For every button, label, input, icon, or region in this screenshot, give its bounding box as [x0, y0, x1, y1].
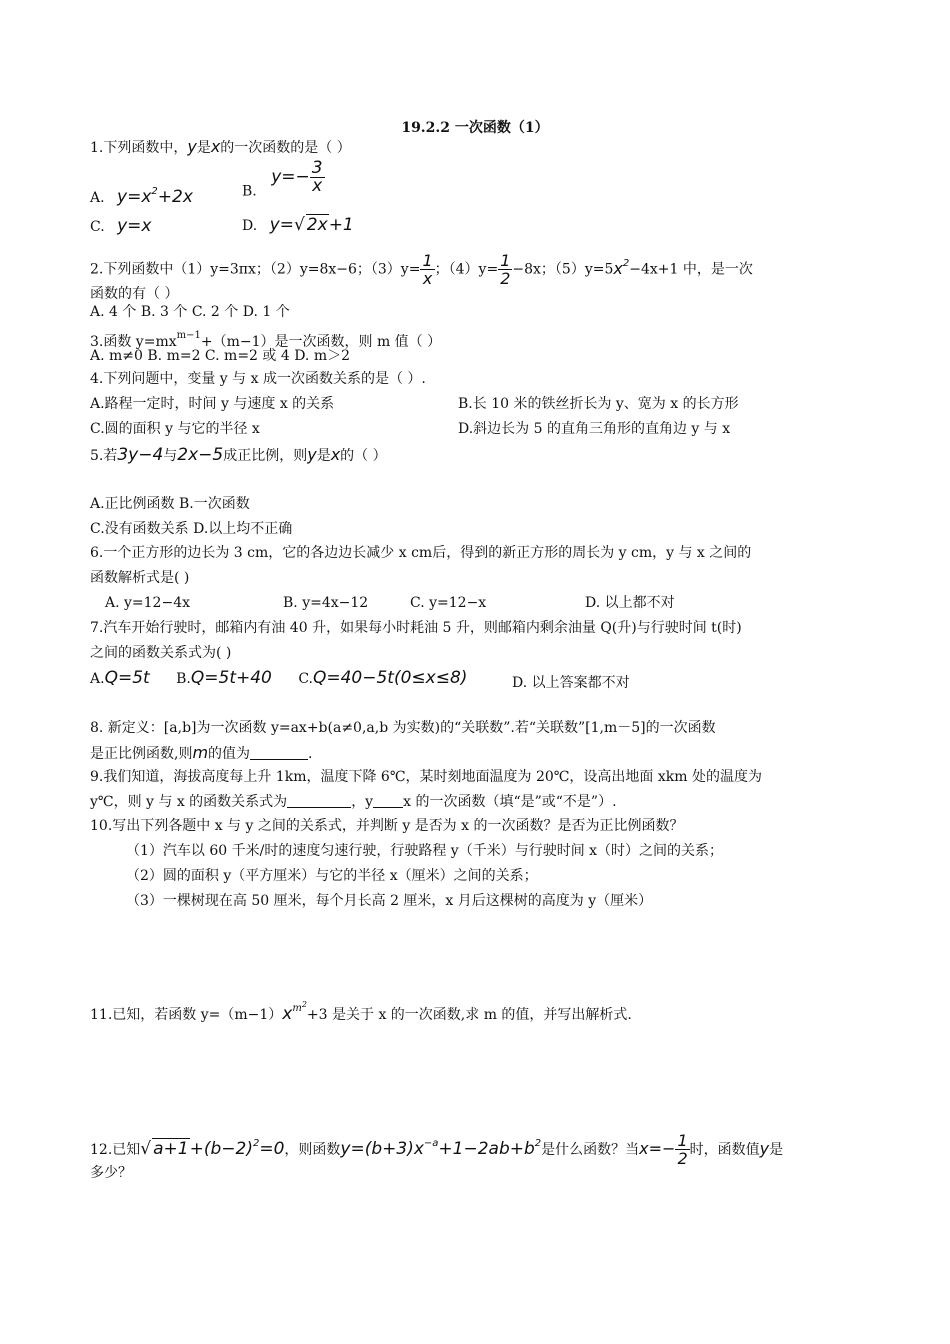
q7-option-b: Q=5t+40	[190, 668, 272, 688]
q9-line1: 9.我们知道，海拔高度每上升 1km，温度下降 6℃，某时刻地面温度为 20℃，设高出地面 xkm 处的温度为	[90, 769, 762, 785]
q1-stem-c: 的一次函数的是（ ）	[220, 140, 351, 156]
q12-stem: 12.已知√ $a+1+(b-2)^2=0$，则函数$y=(b+3)x^{-a}+1-2ab+b^2$是什么函数？当x=− $\frac{1}{2}$ 时，函数值y是	[90, 1131, 784, 1168]
q11-stem: 11.已知，若函数 $y=(m-1)x^{m^2}+3$ 是关于 x 的一次函数,求 m 的值，并写出解析式.	[90, 1000, 632, 1024]
q5-options-2: C.没有函数关系 D.以上均不正确	[90, 521, 293, 537]
q1-b-lhs: y=−	[271, 166, 310, 187]
q1-stem	[90, 137, 351, 158]
q7-line2: 之间的函数关系式为( )	[90, 645, 232, 661]
q1-d-expr: y=√ 2x+1	[269, 215, 354, 235]
q4-option-c: C.圆的面积 y 与它的半径 x	[90, 421, 260, 437]
q12-y: y	[759, 1139, 770, 1158]
q3-stem: 3.函数 $y=mx^{m-1}+(m-1)$是一次函数，则 m 值（ ）	[90, 330, 442, 350]
q4-option-d: D.斜边长为 5 的直角三角形的直角边 y 与 x	[458, 421, 731, 437]
q2-p2: ；（4）y=	[434, 261, 499, 278]
q9-answer-blank-2[interactable]	[373, 807, 403, 808]
q4-stem: 4.下列问题中，变量 y 与 x 成一次函数关系的是（ ）.	[90, 371, 426, 387]
q1-option-a	[90, 182, 193, 208]
q8-line1: 8. 新定义：[a,b]为一次函数 y=ax+b(a≠0,a,b 为实数)的“关联数”.若“关联数”[1,m－5]的一次函数	[90, 720, 716, 736]
q10-stem: 10.写出下列各题中 x 与 y 之间的关系式，并判断 y 是否为 x 的一次函数？是否为正比例函数？	[90, 818, 684, 834]
q6-option-a: A. y=12−4x	[105, 595, 190, 611]
q8-m: m	[192, 743, 209, 762]
q2-p3: −8x；（5）y=5	[512, 261, 614, 278]
q6-option-c: C. y=12−x	[410, 595, 487, 611]
q12-function: $y=(b+3)x^{-a}+1-2ab+b^2$	[340, 1138, 542, 1159]
q11-x: x	[282, 1004, 293, 1024]
q3-options: A. m≠0 B. m=2 C. m=2 或 4 D. m＞2	[90, 348, 351, 364]
q2-p1: 2.下列函数中（1）y=3πx；（2）y=8x−6；（3）y=	[90, 261, 421, 278]
q2-stem	[90, 252, 753, 287]
q5-x: x	[330, 445, 341, 464]
q2-p4: −4x+1 中，是一次	[629, 261, 753, 278]
q11-exponent: m2	[292, 1000, 307, 1014]
q7-option-a: Q=5t	[104, 668, 150, 688]
q5-options-1: A.正比例函数 B.一次函数	[90, 496, 250, 512]
q9-line2: y℃，则 y 与 x 的函数关系式为 ，y x 的一次函数（填“是”或“不是”）.	[90, 794, 617, 810]
q5-expr-2: 2x−5	[177, 445, 224, 465]
q1-b-label: B.	[242, 183, 257, 200]
q8-line2: 是正比例函数,则m的值为 .	[90, 743, 313, 762]
q2-fraction-2: $\frac{1}{2}$	[500, 251, 511, 288]
q12-line2: 多少？	[90, 1165, 132, 1181]
q2-line2: 函数的有（ ）	[90, 286, 179, 302]
q7-options: A.Q=5t B.Q=5t+40 C.Q=40−5t(0≤x≤8)	[90, 668, 468, 688]
q1-x: x	[210, 137, 221, 156]
q5-expr-1: 3y−4	[117, 445, 164, 465]
q1-option-b	[242, 160, 325, 202]
q4-option-b: B.长 10 米的铁丝折长为 y、宽为 x 的长方形	[458, 396, 739, 412]
q1-y: y	[187, 137, 197, 156]
q1-c-expr: y=x	[117, 216, 152, 236]
q2-options: A. 4 个 B. 3 个 C. 2 个 D. 1 个	[90, 304, 290, 320]
q9-answer-blank-1[interactable]	[287, 807, 351, 808]
q5-y: y	[307, 445, 317, 464]
q8-answer-blank[interactable]	[250, 759, 308, 760]
q7-option-d: D. 以上答案都不对	[512, 675, 630, 691]
q12-x-value: x=− $\frac{1}{2}$	[639, 1131, 688, 1168]
q6-line2: 函数解析式是( )	[90, 570, 190, 586]
q2-fraction-1: $\frac{1}{x}$	[422, 251, 433, 288]
q5-stem: 5.若3y−4与2x−5成正比例，则y是x的（ ）	[90, 445, 387, 465]
q1-b-fraction: $\frac{3}{x}$	[311, 158, 323, 196]
q10-sub-3: （3）一棵树现在高 50 厘米，每个月长高 2 厘米，x 月后这棵树的高度为 y（厘米）	[126, 893, 653, 909]
q10-sub-2: （2）圆的面积 y（平方厘米）与它的半径 x（厘米）之间的关系；	[126, 868, 538, 884]
q1-stem-b: 是	[196, 140, 211, 156]
q3-exponent: m−1	[176, 330, 201, 341]
q7-option-c: Q=40−5t(0≤x≤8)	[312, 668, 468, 688]
page-title: 19.2.2 一次函数（1）	[401, 120, 549, 136]
q2-x: $x^2$	[613, 257, 630, 278]
q12-condition: √ $a+1+(b-2)^2=0$	[140, 1138, 285, 1159]
q1-stem-a: 1.下列函数中，	[90, 140, 188, 156]
q7-line1: 7.汽车开始行驶时，邮箱内有油 40 升，如果每小时耗油 5 升，则邮箱内剩余油量 Q(升)与行驶时间 t(时)	[90, 620, 742, 636]
q1-option-c	[90, 216, 152, 237]
q1-c-label: C.	[90, 219, 105, 235]
q1-option-d	[242, 214, 354, 236]
q1-d-label: D.	[242, 218, 258, 234]
q10-sub-1: （1）汽车以 60 千米/时的速度匀速行驶，行驶路程 y（千米）与行驶时间 x（时）之间的关系；	[126, 843, 724, 859]
q1-a-label: A.	[90, 190, 105, 206]
q6-option-b: B. y=4x−12	[283, 595, 369, 611]
q4-option-a: A.路程一定时，时间 y 与速度 x 的关系	[90, 396, 335, 412]
q6-line1: 6.一个正方形的边长为 3 cm，它的各边边长减少 x cm后，得到的新正方形的周长为 y cm，y 与 x 之间的	[90, 545, 752, 561]
q1-a-expr: $y=x^2+2x$	[117, 186, 193, 207]
q6-option-d: D. 以上都不对	[585, 595, 675, 611]
